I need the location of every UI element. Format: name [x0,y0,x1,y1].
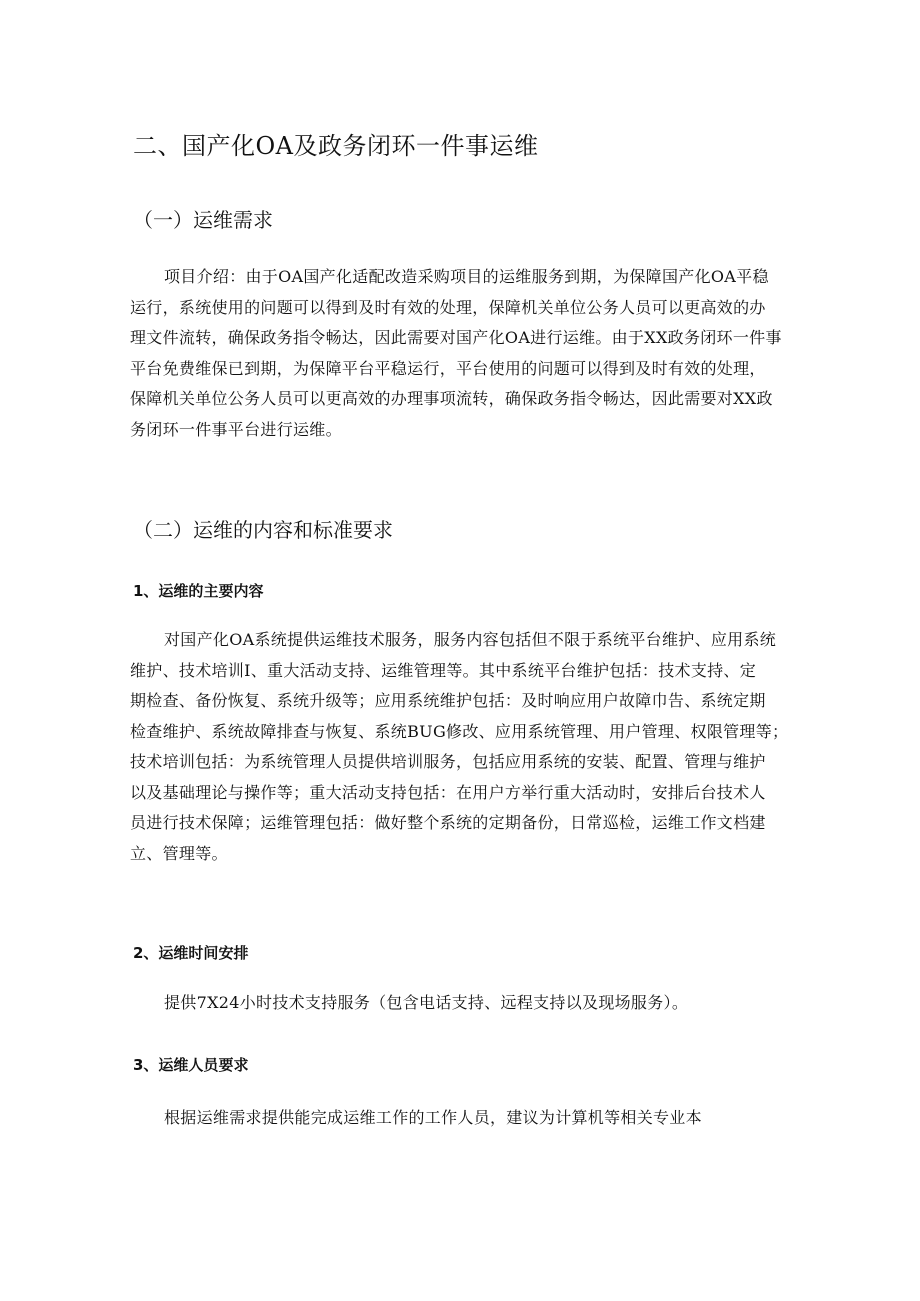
paragraph-line: 员进行技术保障；运维管理包括：做好整个系统的定期备份，日常巡检，运维工作文档建 [130,813,766,832]
subsection-3-paragraph [130,1103,794,1134]
section-1-paragraph [130,262,794,445]
paragraph-line: 期检查、备份恢复、系统升级等；应用系统维护包括：及时响应用户故障巾告、系统定期 [130,691,766,710]
paragraph-line: 理文件流转，确保政务指令畅达，因此需要对国产化OA进行运维。由于XX政务闭环一件事 [130,328,782,347]
subsection-2-paragraph [130,988,794,1019]
subsection-3-title: 3、运维人员要求 [133,1056,249,1074]
paragraph-line: 技术培训包括：为系统管理人员提供培训服务，包括应用系统的安装、配置、管理与维护 [130,752,766,771]
paragraph-line: 立、管理等。 [130,843,228,863]
paragraph-line: 维护、技术培训I、重大活动支持、运维管理等。其中系统平台维护包括：技术支持、定 [130,660,757,680]
section-1-title: （一）运维需求 [133,208,273,232]
paragraph-line: 运行，系统使用的问题可以得到及时有效的处理，保障机关单位公务人员可以更高效的办 [130,297,766,317]
paragraph-line: 检查维护、系统故障排查与恢复、系统BUG修改、应用系统管理、用户管理、权限管理等； [130,721,789,741]
paragraph-line: 根据运维需求提供能完成运维工作的工作人员，建议为计算机等相关专业本 [164,1108,702,1127]
subsection-1-title: 1、运维的主要内容 [133,582,264,600]
chapter-heading: 二、国产化OA及政务闭环一件事运维 [133,132,539,160]
paragraph-line: 平台免费维保已到期，为保障平台平稳运行，平台使用的问题可以得到及时有效的处理， [130,358,766,378]
subsection-1-paragraph [130,625,794,869]
paragraph-line: 保障机关单位公务人员可以更高效的办理事项流转，确保政务指令畅达，因此需要对XX政 [130,389,773,408]
paragraph-line: 项目介绍：由于OA国产化适配改造采购项目的运维服务到期，为保障国产化OA平稳 [164,267,769,286]
paragraph-line: 提供7X24小时技术支持服务（包含电话支持、远程支持以及现场服务）。 [164,993,689,1012]
subsection-2-title: 2、运维时间安排 [133,944,249,962]
paragraph-line: 对国产化OA系统提供运维技术服务，服务内容包括但不限于系统平台维护、应用系统 [164,630,777,649]
section-2-title: （二）运维的内容和标准要求 [133,518,393,542]
paragraph-line: 务闭环一件事平台进行运维。 [130,419,342,439]
paragraph-line: 以及基础理论与操作等；重大活动支持包括：在用户方举行重大活动时，安排后台技术人 [130,782,766,802]
